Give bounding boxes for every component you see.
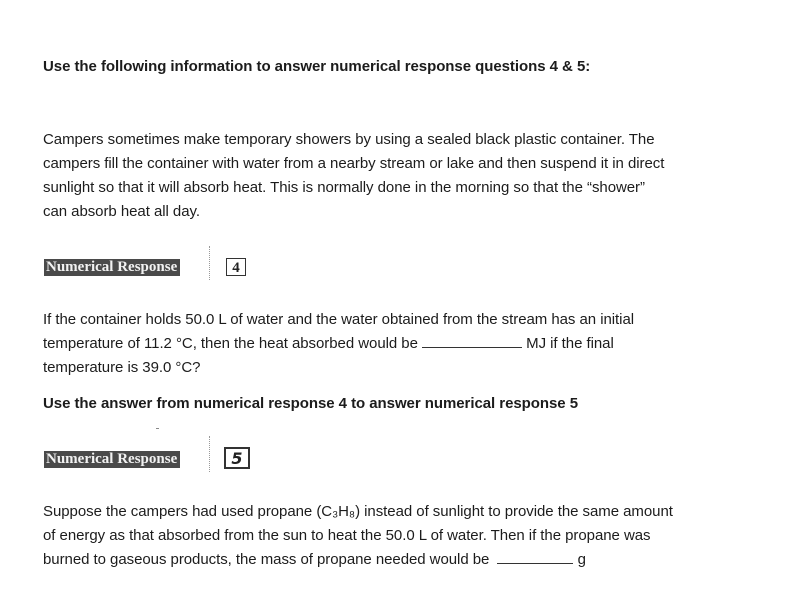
bridge-instruction: Use the answer from numerical response 4 to answer numerical response 5	[43, 395, 578, 412]
numerical-response-5-number: 5	[224, 447, 250, 469]
nr4-line-2-after: MJ if the final	[526, 335, 614, 352]
numerical-response-4-label: Numerical Response	[44, 259, 180, 276]
divider-dots	[209, 436, 210, 472]
nr4-line-2-before: temperature of 11.2 °C, then the heat absorbed would be	[43, 335, 418, 352]
nr5-line-3-before: burned to gaseous products, the mass of propane needed would be	[43, 551, 490, 568]
nr5-answer-blank[interactable]	[497, 551, 573, 564]
numerical-response-4-number: 4	[226, 258, 246, 276]
passage-line-1: Campers sometimes make temporary showers by using a sealed black plastic container. The	[43, 131, 655, 148]
passage-line-3: sunlight so that it will absorb heat. This is normally done in the morning so that the “shower”	[43, 179, 645, 196]
nr5-line-3	[43, 548, 586, 572]
scan-speck	[156, 428, 159, 429]
nr4-line-3: temperature is 39.0 °C?	[43, 359, 201, 376]
nr4-line-1: If the container holds 50.0 L of water and the water obtained from the stream has an initial	[43, 311, 635, 328]
passage-line-2: campers fill the container with water from a nearby stream or lake and then suspend it in direct	[43, 155, 665, 172]
divider-dots	[209, 246, 210, 280]
nr5-line-1: Suppose the campers had used propane (C₃H₈) instead of sunlight to provide the same amount	[43, 503, 673, 520]
nr4-answer-blank[interactable]	[422, 335, 522, 348]
numerical-response-5-label: Numerical Response	[44, 451, 180, 468]
nr5-line-2: of energy as that absorbed from the sun to heat the 50.0 L of water. Then if the propane was	[43, 527, 651, 544]
nr4-line-2	[43, 332, 614, 356]
nr5-line-3-after: g	[577, 551, 586, 568]
intro-heading: Use the following information to answer numerical response questions 4 & 5:	[43, 58, 591, 75]
passage-line-4: can absorb heat all day.	[43, 203, 200, 220]
